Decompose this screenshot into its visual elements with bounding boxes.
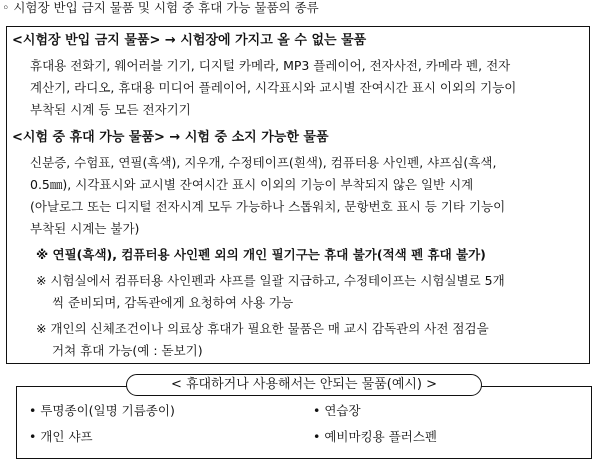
banned-items-line: 계산기, 라디오, 휴대용 미디어 플레이어, 시각표시와 교시별 잔여시간 표시 이외의 기능이 [30,80,517,95]
allowed-items-heading: <시험 중 휴대 가능 물품> → 시험 중 소지 가능한 물품 [12,130,329,145]
banned-items-line: 부착된 시계 등 모든 전자기기 [30,102,191,117]
banned-items-line: 휴대용 전화기, 웨어러블 기기, 디지털 카메라, MP3 플레이어, 전자사전, 카메라 펜, 전자 [30,58,511,73]
note-supplied-items: ※ 시험실에서 컴퓨터용 사인펜과 샤프를 일괄 지급하고, 수정테이프는 시험실별로 5개 [36,273,505,288]
allowed-items-line: 신분증, 수험표, 연필(흑색), 지우개, 수정테이프(흰색), 컴퓨터용 사인펜, 샤프심(흑색, [30,155,497,170]
example-item: • 예비마킹용 플러스펜 [313,429,437,444]
example-item: • 개인 샤프 [29,429,93,444]
allowed-items-line: 0.5㎜), 시각표시와 교시별 잔여시간 표시 이외의 기능이 부착되지 않은 일반 시계 [30,177,474,192]
note-medical-items: ※ 개인의 신체조건이나 의료상 휴대가 필요한 물품은 매 교시 감독관의 사전 점검을 [36,321,489,336]
example-item: • 연습장 [313,403,361,418]
allowed-items-line: 부착된 시계는 불가) [30,221,140,236]
note-supplied-items: 씩 준비되며, 감독관에게 요청하여 사용 가능 [52,295,294,310]
note-medical-items: 거쳐 휴대 가능(예 : 돋보기) [52,343,203,358]
examples-title: < 휴대하거나 사용해서는 안되는 물품(예시) > [126,374,482,396]
banned-items-heading: <시험장 반입 금지 물품> → 시험장에 가지고 올 수 없는 물품 [12,33,367,48]
rules-box [6,26,590,364]
allowed-items-line: (아날로그 또는 디지털 전자시계 모두 가능하나 스톱워치, 문항번호 표시 등 기타 기능이 [30,199,506,214]
examples-box [16,386,592,459]
note-writing-tools: ※ 연필(흑색), 컴퓨터용 사인펜 외의 개인 필기구는 휴대 불가(적색 펜 휴대 불가) [36,247,486,262]
example-item: • 투명종이(일명 기름종이) [29,403,175,418]
page-title: ◦ 시험장 반입 금지 물품 및 시험 중 휴대 가능 물품의 종류 [2,0,319,15]
